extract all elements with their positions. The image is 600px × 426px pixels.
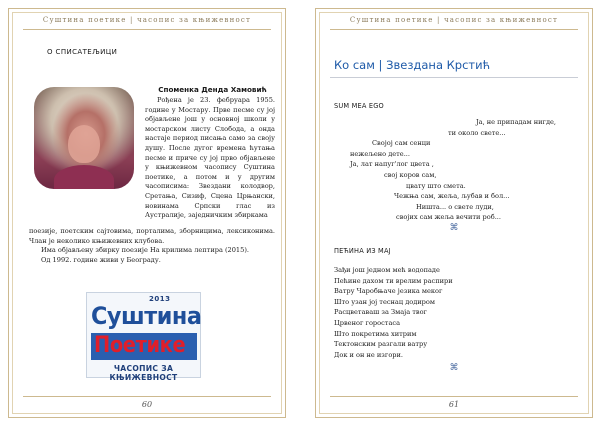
poem-line: Пећине дахом ти врелим распири <box>334 276 453 285</box>
poem-line: Ватру Чаробњаче језика меког <box>334 287 443 296</box>
header-rule <box>23 29 271 30</box>
poem-line: ти около свете... <box>448 128 506 137</box>
poem-line: својих сам жеља вечити роб... <box>396 213 501 222</box>
poem-line: Тектонским разгали ватру <box>334 340 428 349</box>
left-page <box>8 8 286 418</box>
poem-line: Док и он не изгори. <box>334 350 404 359</box>
author-bio-continued <box>29 227 275 265</box>
poem-line: Расцветаваш за Змаја твог <box>334 308 428 317</box>
footer-rule <box>23 396 271 397</box>
poem-line: Ништа... о свете луди, <box>416 202 494 211</box>
poem-line: Што узан јој теснац додиром <box>334 297 435 306</box>
logo-word-poetike: Поетике <box>94 333 186 358</box>
bio-continuation: поезије, поетским сајтовима, порталима, зборницима, лексиконима. Члан је неколико књижевних клубова. <box>29 227 275 245</box>
poem-line: Што покретима хитрим <box>334 329 417 338</box>
section-heading: О СПИСАТЕЉИЦИ <box>47 48 118 56</box>
logo-year: 2013 <box>149 295 171 303</box>
poem-line: Зађи још једном мећ водопаде <box>334 266 440 274</box>
poem-line: свој коров сам, <box>384 170 437 179</box>
title-rule <box>330 77 578 78</box>
right-page <box>315 8 593 418</box>
poem-line: Ја, не припадам нигде, <box>476 118 557 126</box>
poem-line: Ја, лат напуг'лог цвета , <box>350 160 434 169</box>
header-rule <box>330 29 578 30</box>
poem-title: ПЕЋИНА ИЗ МАЈ <box>334 247 391 255</box>
poem-line: цвату што смета. <box>406 181 466 190</box>
running-head: Суштина поетике | часопис за књижевност <box>42 16 252 24</box>
logo-subtitle: ЧАСОПИС ЗА КЊИЖЕВНОСТ <box>109 364 178 382</box>
ornament-icon: ⌘ <box>449 223 459 233</box>
ornament-icon: ⌘ <box>449 363 459 373</box>
bio-residence: Од 1992. године живи у Београду. <box>41 255 161 264</box>
author-name: Споменка Денда Хамовић <box>158 85 267 94</box>
footer-rule <box>330 396 578 397</box>
bio-book: Има објављену збирку поезије На крилима лептира (2015). <box>41 246 249 255</box>
author-bio-wrapped: Рођена је 23. фебруара 1955. године у Мостару. Прве песме су јој објављене још у основној школи у мостарском листу Слобода, а онда настаје период писања само за своју душу. После дугог времена ћутања песме и приче су јој прво објављене у књижевном часопису Суштина поетике, а потом и у другим часописима: Звездани колодвор, Сретања, Сизиф, Сцена Црњански, новинама Српски глас из Аустралије, заједничким збиркама <box>145 96 275 220</box>
poem-line: Својој сам сенци <box>372 139 431 148</box>
poem-body <box>316 117 594 223</box>
logo-word-sustina: Суштина <box>91 302 202 330</box>
page-number: 61 <box>448 400 460 409</box>
magazine-logo <box>86 292 202 382</box>
running-head: Суштина поетике | часопис за књижевност <box>349 16 559 24</box>
article-title: Ко сам | Звездана Крстић <box>334 58 491 72</box>
poem-line: Црвеног горостаса <box>334 318 401 327</box>
page-number: 60 <box>141 400 153 409</box>
poem-title: SUM MEA EGO <box>334 102 384 110</box>
poem-line: Чежња сам, жеља, љубав и бол... <box>394 192 510 201</box>
poem-line: нежељено дете... <box>350 149 410 158</box>
author-photo <box>34 87 134 189</box>
poem-body <box>334 265 584 360</box>
